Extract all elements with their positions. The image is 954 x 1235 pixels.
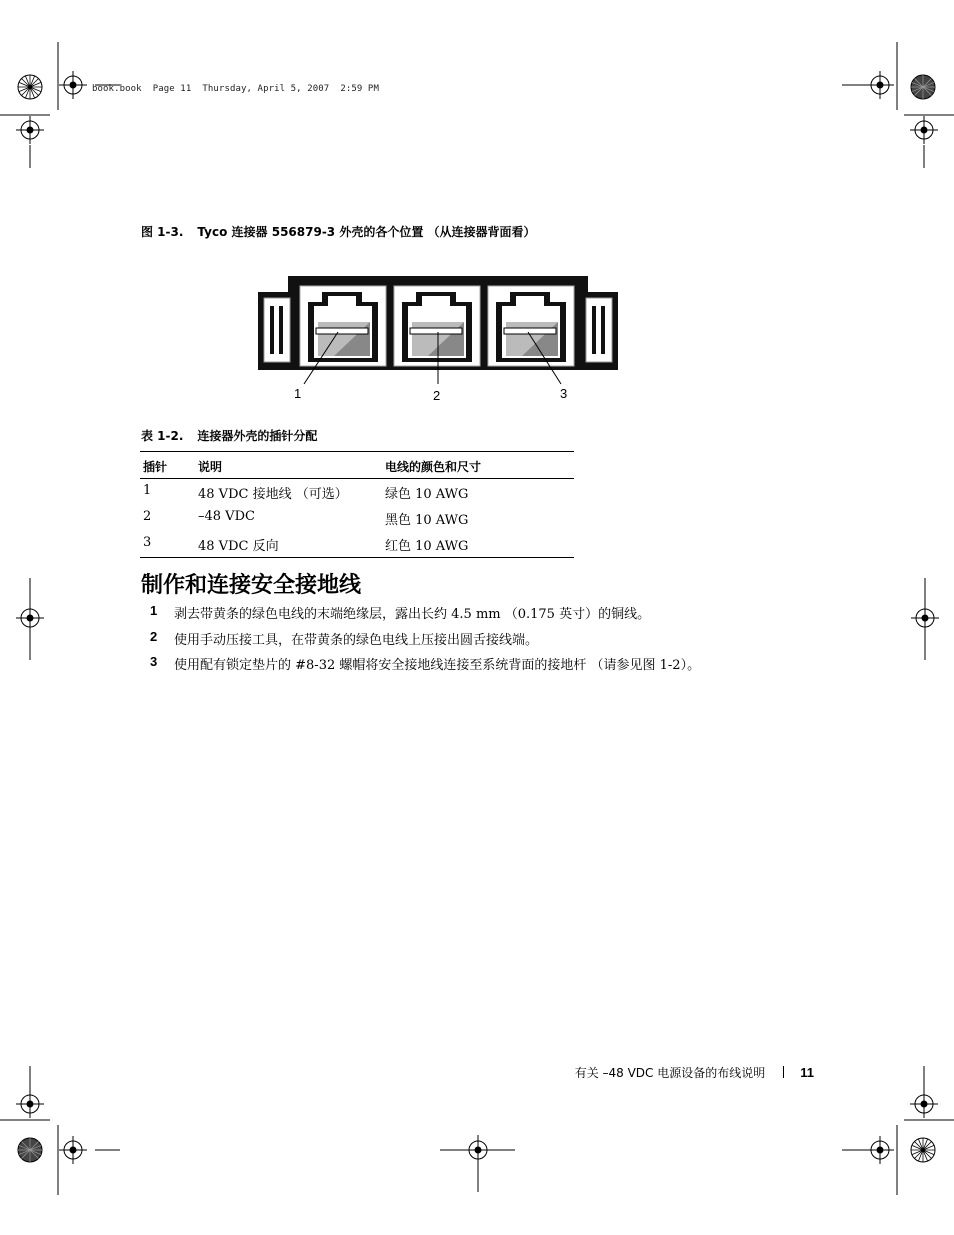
list-item <box>150 654 870 680</box>
section-title: 制作和连接安全接地线 <box>141 573 362 598</box>
pin-assignment-table <box>140 451 574 558</box>
table-row <box>140 531 574 558</box>
table-number: 表 1-2. <box>141 429 184 443</box>
table-row <box>140 479 574 506</box>
pin-cavity-2 <box>394 286 480 366</box>
cell-description: 48 VDC 接地线 （可选） <box>198 487 348 502</box>
step-number: 1 <box>150 603 158 618</box>
table-header-row <box>140 452 574 479</box>
cell-wire: 红色 10 AWG <box>382 531 574 558</box>
header-wire: 电线的颜色和尺寸 <box>382 452 574 479</box>
page-footer <box>575 1064 814 1081</box>
page-number: 11 <box>800 1065 814 1080</box>
cell-wire: 黑色 10 AWG <box>385 513 469 528</box>
step-number: 2 <box>150 628 158 644</box>
callout-3: 3 <box>560 386 568 401</box>
header-pin: 插针 <box>140 452 195 479</box>
footer-divider <box>783 1066 784 1078</box>
left-key <box>264 298 290 362</box>
right-key <box>586 298 612 362</box>
cell-description: 48 VDC 反向 <box>195 531 382 558</box>
connector-figure <box>258 276 618 406</box>
table-caption-text: 连接器外壳的插针分配 <box>197 429 318 443</box>
callout-2: 2 <box>433 388 441 403</box>
step-list <box>150 603 870 680</box>
cell-description: –48 VDC <box>198 509 255 524</box>
step-text: 使用手动压接工具，在带黄条的绿色电线上压接出圆舌接线端。 <box>174 632 539 648</box>
cell-wire: 绿色 10 AWG <box>385 487 469 502</box>
header-description: 说明 <box>195 452 382 479</box>
step-text: 使用配有锁定垫片的 #8-32 螺帽将安全接地线连接至系统背面的接地杆 （请参见图 1-2）。 <box>174 658 701 673</box>
table-row <box>140 505 574 531</box>
footer-title: 有关 –48 VDC 电源设备的布线说明 <box>574 1066 766 1080</box>
list-item <box>150 629 870 655</box>
table-caption <box>141 427 317 444</box>
pin-cavity-3 <box>488 286 574 366</box>
cell-pin: 1 <box>143 483 152 498</box>
figure-caption-text: Tyco 连接器 556879-3 外壳的各个位置 （从连接器背面看） <box>197 225 536 239</box>
figure-caption <box>141 223 536 240</box>
step-text: 剥去带黄条的绿色电线的末端绝缘层，露出长约 4.5 mm （0.175 英寸）的铜线。 <box>174 607 651 622</box>
figure-number: 图 1-3. <box>141 225 184 239</box>
list-item <box>150 603 870 629</box>
pin-cavity-1 <box>300 286 386 366</box>
cell-pin: 2 <box>143 509 152 524</box>
callout-1: 1 <box>294 386 302 401</box>
cell-pin: 3 <box>140 531 195 558</box>
step-number: 3 <box>150 654 158 669</box>
print-header: book.book Page 11 Thursday, April 5, 2007 2:59 PM <box>92 84 379 94</box>
